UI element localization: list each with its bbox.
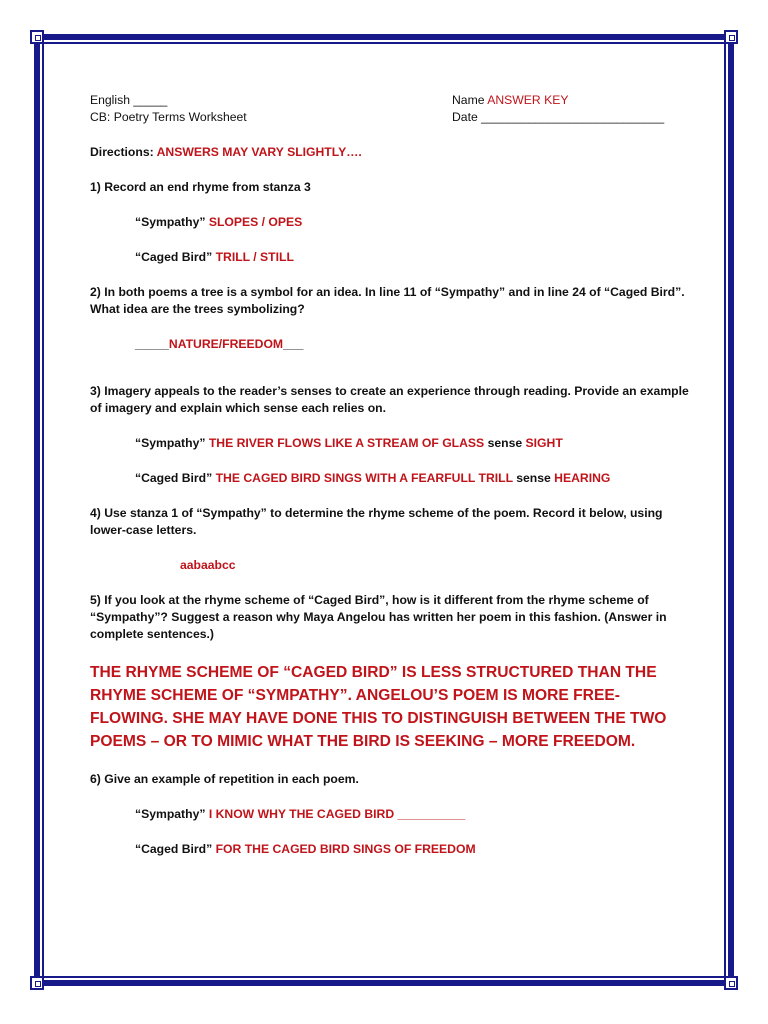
date-field: Date ___________________________ [452,110,665,124]
q6-answer-1: “Sympathy” I KNOW WHY THE CAGED BIRD __________ [135,807,466,821]
question-1: 1) Record an end rhyme from stanza 3 [90,180,311,194]
q3-answer-1: “Sympathy” THE RIVER FLOWS LIKE A STREAM OF GLASS sense SIGHT [135,436,563,450]
name-label: Name [452,93,488,107]
name-field [452,92,569,109]
directions [90,144,690,161]
q3-answer-2: “Caged Bird” THE CAGED BIRD SINGS WITH A FEARFULL TRILL sense HEARING [135,471,611,485]
directions-value: ANSWERS MAY VARY SLIGHTLY…. [156,145,362,159]
worksheet-title: CB: Poetry Terms Worksheet [90,110,247,124]
q1-answer-1: “Sympathy” SLOPES / OPES [135,215,303,229]
corner-ornament-icon [30,976,44,990]
q5-answer: THE RHYME SCHEME OF “CAGED BIRD” IS LESS STRUCTURED THAN THE RHYME SCHEME OF “SYMPATHY”. ANGELOU’S POEM IS MORE FREE-FLOWING. SHE MAY HAVE DONE THIS TO DISTINGUISH BETWEEN THE TWO POEMS – OR TO MIMIC WHAT THE BIRD IS SEEKING – MORE FREEDOM. [90,664,667,750]
corner-ornament-icon [30,30,44,44]
corner-ornament-icon [724,976,738,990]
name-value: ANSWER KEY [487,93,569,107]
q2-answer: _____NATURE/FREEDOM___ [135,337,304,351]
q4-answer: aabaabcc [180,558,236,572]
header-row-1 [90,92,690,109]
question-5: 5) If you look at the rhyme scheme of “Caged Bird”, how is it different from the rhyme scheme of “Sympathy”? Suggest a reason why Maya Angelou has written her poem in this fashion. (Answer in complete sentences.) [90,593,667,641]
question-6: 6) Give an example of repetition in each poem. [90,772,359,786]
directions-label: Directions: [90,145,157,159]
question-2: 2) In both poems a tree is a symbol for an idea. In line 11 of “Sympathy” and in line 24 of “Caged Bird”. What idea are the trees symbolizing? [90,285,685,316]
worksheet [90,92,690,858]
english-field: English _____ [90,93,168,107]
header-row-2 [90,109,690,126]
corner-ornament-icon [724,30,738,44]
q1-answer-2: “Caged Bird” TRILL / STILL [135,250,294,264]
question-3: 3) Imagery appeals to the reader’s senses to create an experience through reading. Provide an example of imagery and explain which sense each relies on. [90,384,689,415]
q6-answer-2: “Caged Bird” FOR THE CAGED BIRD SINGS OF FREEDOM [135,842,476,856]
question-4: 4) Use stanza 1 of “Sympathy” to determine the rhyme scheme of the poem. Record it below, using lower-case letters. [90,506,663,537]
